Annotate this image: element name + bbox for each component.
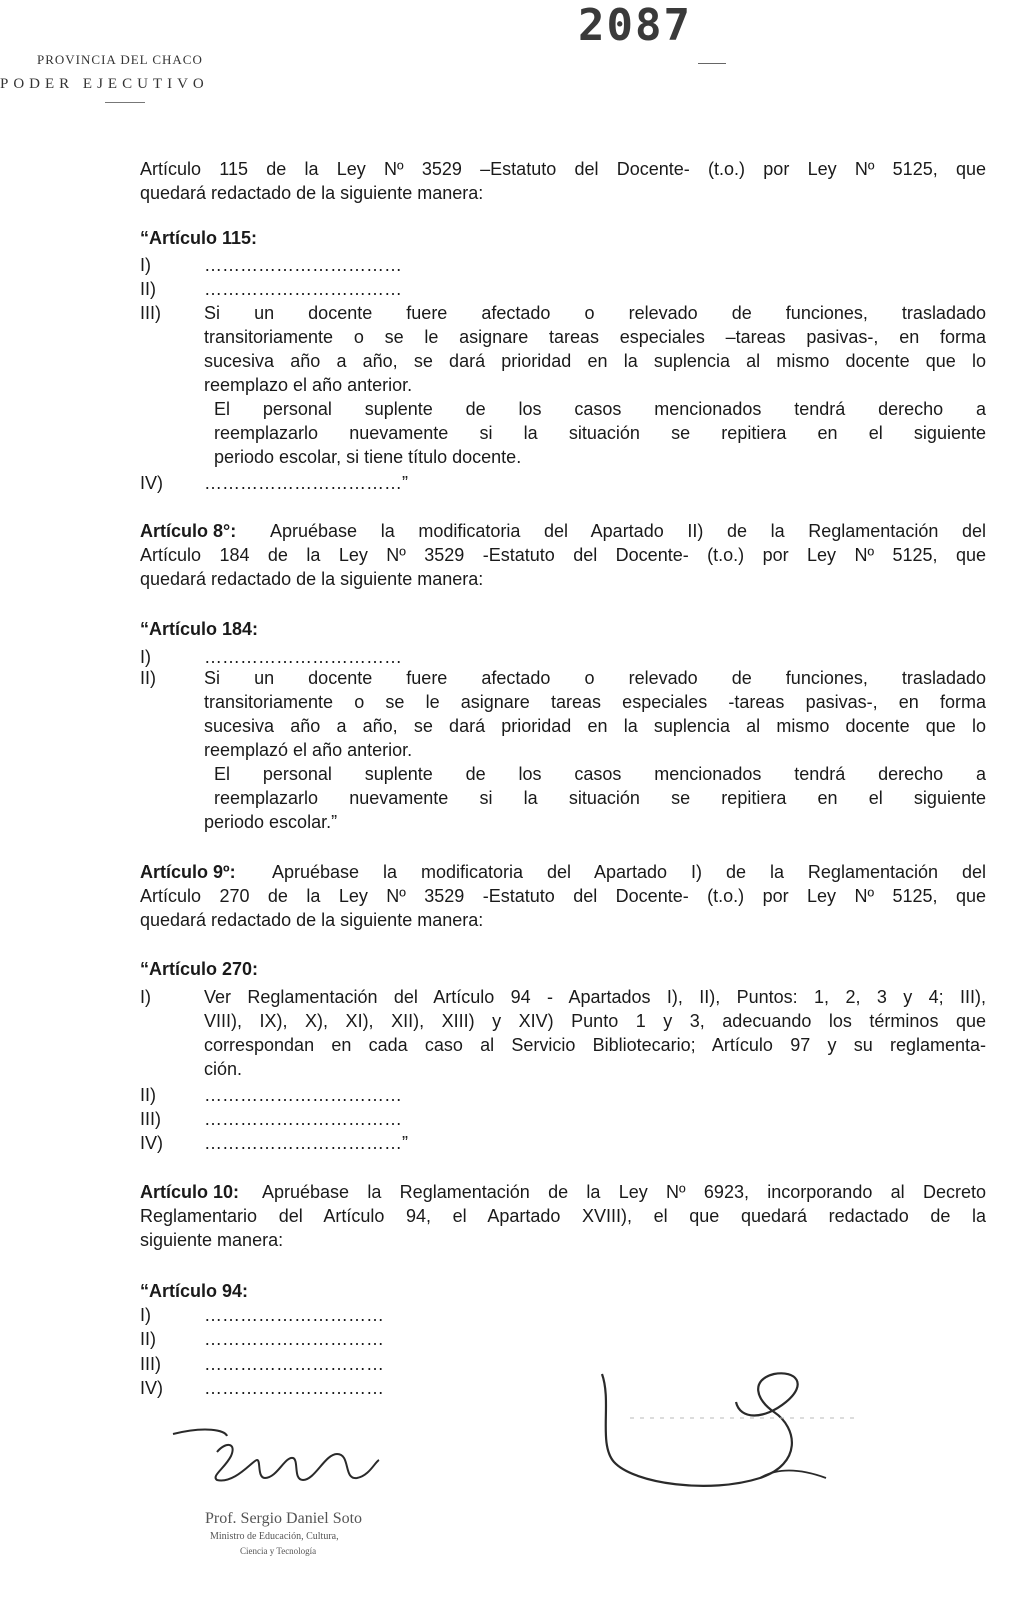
art10-label: Artículo 10: <box>140 1182 240 1202</box>
art115-item-num: II) <box>140 279 156 299</box>
art9-label: Artículo 9º: <box>140 862 236 882</box>
art8-label: Artículo 8°: <box>140 521 237 541</box>
art270-item-text: …………………………… <box>204 1085 402 1105</box>
art184-item-num: I) <box>140 647 151 667</box>
art10-line: siguiente manera: <box>140 1230 284 1250</box>
province-header: PROVINCIA DEL CHACO <box>37 52 203 67</box>
art184-ii-line: periodo escolar.” <box>204 812 338 832</box>
signature-right <box>590 1362 870 1512</box>
art184-ii-line: reemplazó el año anterior. <box>204 740 413 760</box>
document-number-underline <box>698 63 726 64</box>
art270-item-num: IV) <box>140 1133 164 1153</box>
art115-iii-line: Si un docente fuere afectado o relevado de funciones, trasladado <box>204 303 986 323</box>
art115-iii-line: transitoriamente o se le asignare tareas especiales –tareas pasivas-, en forma <box>204 327 986 347</box>
art270-item-text: ……………………………” <box>204 1133 408 1153</box>
art115-item-num: I) <box>140 255 151 275</box>
art184-ii-line: Si un docente fuere afectado o relevado de funciones, trasladado <box>204 668 986 688</box>
art115-item-num: III) <box>140 303 161 323</box>
header-divider <box>105 102 145 103</box>
art184-ii-line: reemplazarlo nuevamente si la situación se repitiera en el siguiente <box>214 788 986 808</box>
art115-item-num: IV) <box>140 473 164 493</box>
art115-item-text: ……………………………” <box>204 473 408 493</box>
art8-line: Apruébase la modificatoria del Apartado II) de la Reglamentación del <box>270 521 986 541</box>
art115-iii-line: sucesiva año a año, se dará prioridad en la suplencia al mismo docente que lo <box>204 351 986 371</box>
art115-heading: “Artículo 115: <box>140 228 258 248</box>
art115-iii-line: reemplazarlo nuevamente si la situación se repitiera en el siguiente <box>214 423 986 443</box>
signer-name: Prof. Sergio Daniel Soto <box>205 1510 363 1527</box>
signer-title: Ciencia y Tecnología <box>240 1546 317 1556</box>
branch-header: PODER EJECUTIVO <box>0 76 209 92</box>
art115-iii-line: reemplazo el año anterior. <box>204 375 413 395</box>
art115-iii-line: El personal suplente de los casos mencionados tendrá derecho a <box>214 399 986 419</box>
art9-line: Artículo 270 de la Ley Nº 3529 -Estatuto del Docente- (t.o.) por Ley Nº 5125, que <box>140 886 986 906</box>
art8-line: quedará redactado de la siguiente manera: <box>140 569 484 589</box>
art94-item-num: III) <box>140 1354 161 1374</box>
art10-line: Apruébase la Reglamentación de la Ley Nº 6923, incorporando al Decreto <box>262 1182 986 1202</box>
art270-i-line: Ver Reglamentación del Artículo 94 - Apartados I), II), Puntos: 1, 2, 3 y 4; III), <box>204 987 986 1007</box>
art270-i-line: ción. <box>204 1059 243 1079</box>
document-number: 2087 <box>578 0 692 51</box>
art94-heading: “Artículo 94: <box>140 1281 249 1301</box>
art270-item-text: …………………………… <box>204 1109 402 1129</box>
art10-line: Reglamentario del Artículo 94, el Apartado XVIII), el que quedará redactado de la <box>140 1206 986 1226</box>
art94-item-text: ………………………… <box>204 1305 384 1325</box>
art94-item-num: IV) <box>140 1378 164 1398</box>
art184-heading: “Artículo 184: <box>140 619 259 639</box>
art270-i-line: correspondan en cada caso al Servicio Bibliotecario; Artículo 97 y su reglamenta- <box>204 1035 986 1055</box>
intro-line-1: Artículo 115 de la Ley Nº 3529 –Estatuto del Docente- (t.o.) por Ley Nº 5125, que <box>140 159 986 179</box>
art270-i-line: VIII), IX), X), XI), XII), XIII) y XIV) Punto 1 y 3, adecuando los términos que <box>204 1011 986 1031</box>
art94-item-text: ………………………… <box>204 1329 384 1349</box>
art115-item-text: …………………………… <box>204 279 402 299</box>
art9-line: quedará redactado de la siguiente manera: <box>140 910 484 930</box>
art184-item-text: …………………………… <box>204 647 402 667</box>
art8-line: Artículo 184 de la Ley Nº 3529 -Estatuto del Docente- (t.o.) por Ley Nº 5125, que <box>140 545 986 565</box>
art184-ii-line: transitoriamente o se le asignare tareas especiales -tareas pasivas-, en forma <box>204 692 986 712</box>
art115-item-text: …………………………… <box>204 255 402 275</box>
art94-item-num: I) <box>140 1305 151 1325</box>
intro-line-2: quedará redactado de la siguiente manera: <box>140 183 484 203</box>
art184-item-num: II) <box>140 668 156 688</box>
signer-title: Ministro de Educación, Cultura, <box>210 1531 339 1542</box>
art184-ii-line: El personal suplente de los casos mencionados tendrá derecho a <box>214 764 986 784</box>
art9-line: Apruébase la modificatoria del Apartado I) de la Reglamentación del <box>272 862 986 882</box>
art94-item-num: II) <box>140 1329 156 1349</box>
art94-item-text: ………………………… <box>204 1354 384 1374</box>
art94-item-text: ………………………… <box>204 1378 384 1398</box>
art270-item-num: I) <box>140 987 151 1007</box>
signature-left <box>165 1420 395 1500</box>
art184-ii-line: sucesiva año a año, se dará prioridad en la suplencia al mismo docente que lo <box>204 716 986 736</box>
art270-item-num: II) <box>140 1085 156 1105</box>
art270-heading: “Artículo 270: <box>140 959 259 979</box>
art270-item-num: III) <box>140 1109 161 1129</box>
art115-iii-line: periodo escolar, si tiene título docente. <box>214 447 522 467</box>
